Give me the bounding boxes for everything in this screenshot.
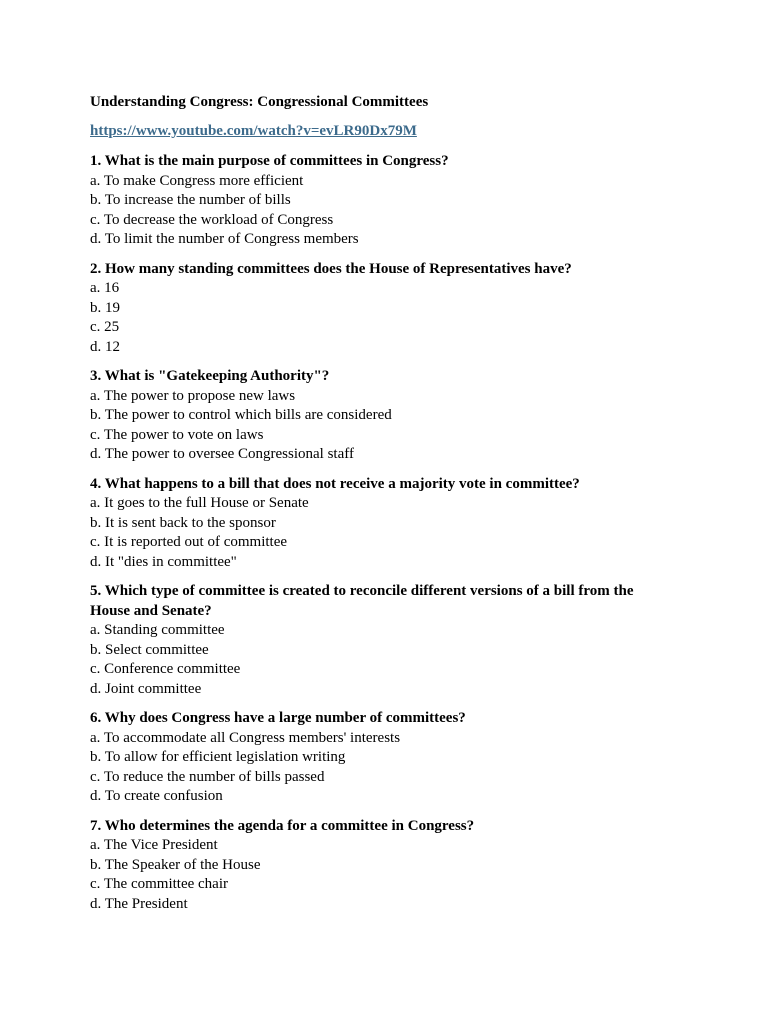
option-d: d. 12 (90, 338, 120, 355)
option-d: d. The President (90, 895, 188, 912)
option-c: c. 25 (90, 319, 120, 335)
option-b: b. The Speaker of the House (90, 856, 261, 873)
question-4 (90, 475, 678, 573)
option-a: a. The Vice President (90, 837, 218, 853)
option-c: c. It is reported out of committee (90, 534, 288, 550)
option-a: a. To accommodate all Congress members' interests (90, 729, 401, 746)
option-b: b. Select committee (90, 641, 209, 658)
option-d: d. It "dies in committee" (90, 553, 237, 570)
option-b: b. 19 (90, 299, 120, 316)
option-a: a. Standing committee (90, 622, 225, 638)
option-d: d. Joint committee (90, 680, 202, 697)
option-b: b. To allow for efficient legislation writing (90, 749, 346, 765)
option-d: d. The power to oversee Congressional staff (90, 446, 354, 462)
option-b: b. To increase the number of bills (90, 192, 291, 208)
question-text: 4. What happens to a bill that does not receive a majority vote in committee? (90, 475, 580, 492)
document-title: Understanding Congress: Congressional Committees (90, 94, 429, 110)
question-7 (90, 817, 678, 915)
question-text: 6. Why does Congress have a large number of committees? (90, 710, 466, 726)
video-link[interactable]: https://www.youtube.com/watch?v=evLR90Dx79M (90, 123, 417, 139)
question-2 (90, 260, 678, 358)
option-c: c. To decrease the workload of Congress (90, 211, 334, 228)
question-3 (90, 367, 678, 465)
option-a: a. It goes to the full House or Senate (90, 495, 309, 511)
question-text: 3. What is "Gatekeeping Authority"? (90, 368, 330, 384)
option-c: c. The committee chair (90, 876, 228, 892)
option-c: c. To reduce the number of bills passed (90, 768, 325, 785)
option-a: a. To make Congress more efficient (90, 172, 304, 189)
option-d: d. To create confusion (90, 788, 223, 804)
question-5 (90, 582, 678, 699)
option-a: a. The power to propose new laws (90, 387, 296, 404)
option-b: b. The power to control which bills are considered (90, 407, 392, 423)
question-1 (90, 152, 678, 250)
question-text: 5. Which type of committee is created to reconcile different versions of a bill from the House and Senate? (90, 583, 634, 619)
option-c: c. Conference committee (90, 661, 241, 677)
option-d: d. To limit the number of Congress members (90, 231, 359, 247)
question-6 (90, 709, 678, 807)
question-text: 7. Who determines the agenda for a committee in Congress? (90, 817, 475, 834)
question-text: 1. What is the main purpose of committees in Congress? (90, 153, 449, 169)
option-b: b. It is sent back to the sponsor (90, 514, 276, 531)
option-c: c. The power to vote on laws (90, 426, 264, 443)
option-a: a. 16 (90, 280, 120, 296)
question-text: 2. How many standing committees does the House of Representatives have? (90, 260, 572, 277)
